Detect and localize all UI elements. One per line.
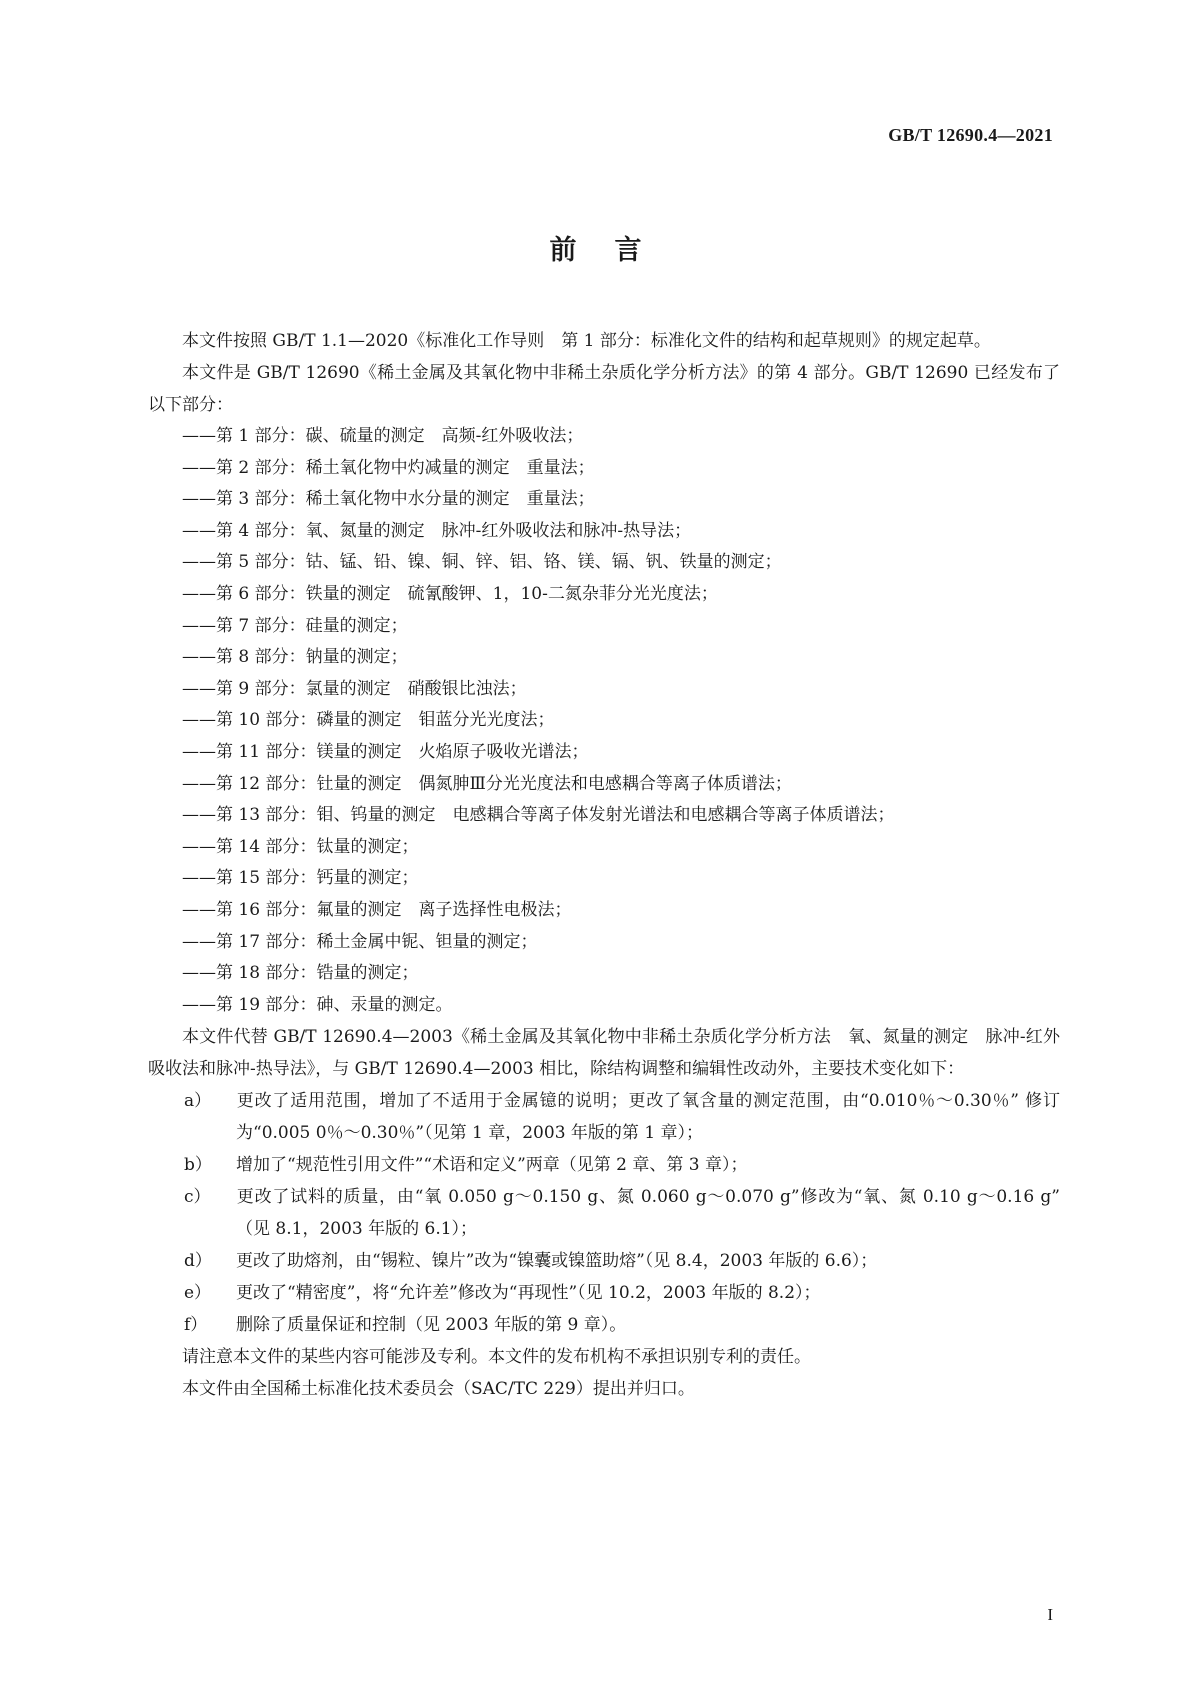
list-item: ——第 7 部分：硅量的测定； <box>182 615 408 636</box>
item-text: 更改了“精密度”，将“允许差”修改为“再现性”（见 10.2，2003 年版的 8.2）； <box>236 1283 821 1304</box>
item-label: e） <box>184 1283 212 1304</box>
list-item: ——第 6 部分：铁量的测定 硫氰酸钾、1，10-二氮杂菲分光光度法； <box>182 583 718 604</box>
technical-changes-list <box>148 1085 1060 1341</box>
list-item: ——第 8 部分：钠量的测定； <box>182 647 408 668</box>
list-item <box>148 1085 1060 1149</box>
intro-paragraph-drafting-rules: 本文件按照 GB/T 1.1—2020《标准化工作导则 第 1 部分：标准化文件的结构和起草规则》的规定起草。 <box>182 331 991 351</box>
item-label: f） <box>184 1315 208 1336</box>
item-label: b） <box>184 1155 212 1176</box>
list-item: ——第 13 部分：钼、钨量的测定 电感耦合等离子体发射光谱法和电感耦合等离子体质谱法； <box>182 805 895 826</box>
page-title: 前言 <box>549 235 680 266</box>
list-item: ——第 5 部分：钴、锰、铅、镍、铜、锌、铝、铬、镁、镉、钒、铁量的测定； <box>182 552 782 573</box>
patent-notice-paragraph: 请注意本文件的某些内容可能涉及专利。本文件的发布机构不承担识别专利的责任。 <box>182 1347 811 1368</box>
document-body <box>148 325 1060 1405</box>
standard-number: GB/T 12690.4—2021 <box>888 125 1053 145</box>
list-item: ——第 10 部分：磷量的测定 钼蓝分光光度法； <box>182 710 555 731</box>
list-item: ——第 4 部分：氧、氮量的测定 脉冲-红外吸收法和脉冲-热导法； <box>182 520 692 541</box>
page-number: I <box>1047 1605 1053 1624</box>
replacement-paragraph: 本文件代替 GB/T 12690.4—2003《稀土金属及其氧化物中非稀土杂质化学分析方法 氧、氮量的测定 脉冲-红外吸收法和脉冲-热导法》，与 GB/T 12690.4—2003 相比，除结构调整和编辑性改动外，主要技术变化如下： <box>148 1027 1060 1080</box>
item-text: 增加了“规范性引用文件”“术语和定义”两章（见第 2 章、第 3 章）； <box>236 1155 748 1176</box>
list-item: ——第 16 部分：氟量的测定 离子选择性电极法； <box>182 899 572 920</box>
list-item: ——第 11 部分：镁量的测定 火焰原子吸收光谱法； <box>182 741 589 762</box>
committee-paragraph: 本文件由全国稀土标准化技术委员会（SAC/TC 229）提出并归口。 <box>182 1379 695 1400</box>
item-text: 删除了质量保证和控制（见 2003 年版的第 9 章）。 <box>236 1315 627 1336</box>
list-item: ——第 14 部分：钛量的测定； <box>182 836 419 857</box>
list-item <box>148 1309 1060 1341</box>
item-label: d） <box>184 1251 212 1272</box>
list-item: ——第 12 部分：钍量的测定 偶氮胂Ⅲ分光光度法和电感耦合等离子体质谱法； <box>182 773 792 794</box>
list-item <box>148 1277 1060 1309</box>
list-item <box>148 1149 1060 1181</box>
item-text: 更改了试料的质量，由“氧 0.050 g～0.150 g、氮 0.060 g～0.070 g”修改为“氧、氮 0.10 g～0.16 g” （见 8.1，2003 年版的 6.1）； <box>236 1187 1060 1240</box>
list-item: ——第 19 部分：砷、汞量的测定。 <box>182 994 453 1015</box>
list-item: ——第 15 部分：钙量的测定； <box>182 868 419 889</box>
list-item: ——第 9 部分：氯量的测定 硝酸银比浊法； <box>182 678 527 699</box>
item-text: 更改了适用范围，增加了不适用于金属镱的说明；更改了氧含量的测定范围，由“0.010％～0.30％” 修订为“0.005 0％～0.30％”（见第 1 章，2003 年版的第 1 章）； <box>236 1091 1060 1144</box>
item-label: c） <box>184 1187 211 1208</box>
list-item: ——第 17 部分：稀土金属中铌、钽量的测定； <box>182 931 538 952</box>
list-item: ——第 1 部分：碳、硫量的测定 高频-红外吸收法； <box>182 426 584 446</box>
list-item: ——第 18 部分：锆量的测定； <box>182 963 419 984</box>
parts-list <box>148 421 1060 1021</box>
item-text: 更改了助熔剂，由“锡粒、镍片”改为“镍囊或镍篮助熔”（见 8.4，2003 年版的 6.6）； <box>236 1251 878 1272</box>
intro-paragraph-series: 本文件是 GB/T 12690《稀土金属及其氧化物中非稀土杂质化学分析方法》的第 4 部分。GB/T 12690 已经发布了以下部分： <box>148 363 1060 415</box>
list-item <box>148 1245 1060 1277</box>
list-item <box>148 1181 1060 1245</box>
list-item: ——第 3 部分：稀土氧化物中水分量的测定 重量法； <box>182 489 595 510</box>
item-label: a） <box>184 1091 212 1112</box>
list-item: ——第 2 部分：稀土氧化物中灼减量的测定 重量法； <box>182 457 595 478</box>
